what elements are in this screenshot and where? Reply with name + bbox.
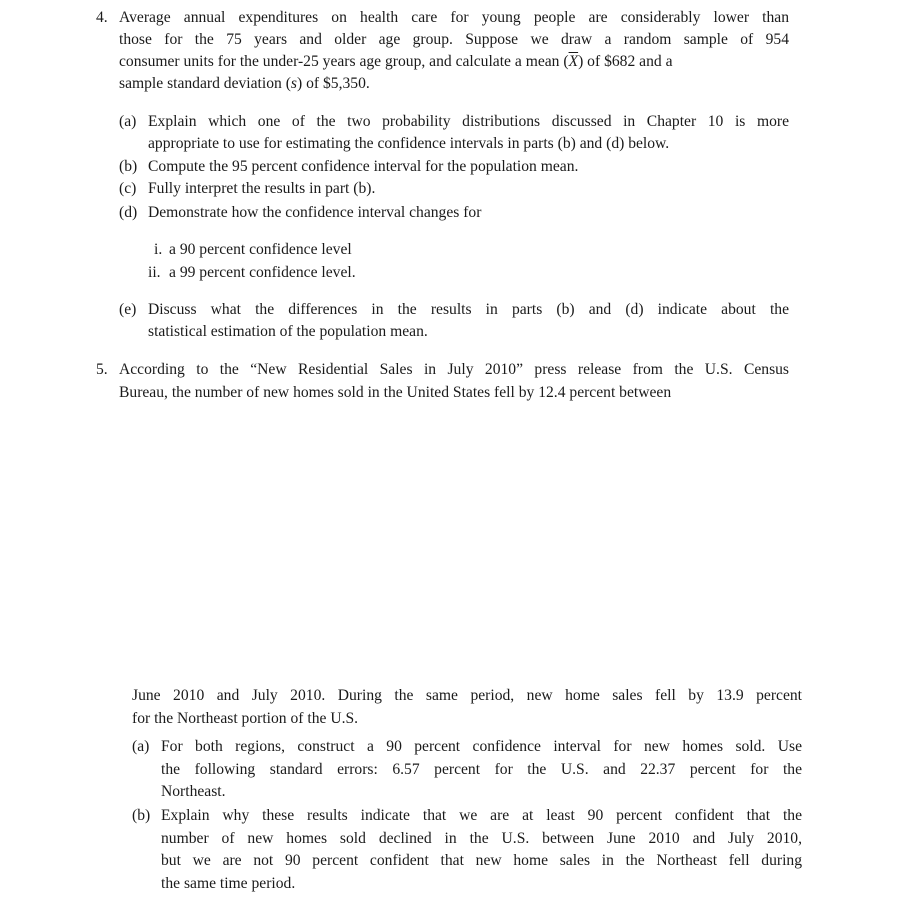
q5-part-a-label: (a) <box>132 738 150 755</box>
q4-line-1: Average annual expenditures on health care for young people are considerably lower than <box>119 9 789 26</box>
q4-part-d-i-text: a 90 percent confidence level <box>169 241 352 258</box>
q5-part-b-label: (b) <box>132 807 151 824</box>
q4-part-d-ii-text: a 99 percent confidence level. <box>169 264 356 281</box>
sample-mean-symbol: $\overline{X}$ <box>568 53 579 70</box>
q4-line-4-post: ) of $5,350. <box>297 75 370 92</box>
q4-line-2: those for the 75 years and older age group. Suppose we draw a random sample of 954 <box>119 31 789 48</box>
q4-line-3 <box>119 52 673 71</box>
q5-line-2: Bureau, the number of new homes sold in the United States fell by 12.4 percent between <box>119 384 672 401</box>
q4-line-4 <box>119 74 370 93</box>
q5-part-b-line-2: number of new homes sold declined in the U.S. between June 2010 and July 2010, <box>161 830 802 847</box>
q4-part-d-text: Demonstrate how the confidence interval changes for <box>148 204 482 221</box>
q4-part-c-text: Fully interpret the results in part (b). <box>148 180 376 197</box>
q5-line-1: According to the “New Residential Sales in July 2010” press release from the U.S. Census <box>119 361 789 378</box>
q4-part-a-line-2: appropriate to use for estimating the confidence intervals in parts (b) and (d) below. <box>148 135 670 152</box>
q5-part-b-line-3: but we are not 90 percent confident that new home sales in the Northeast fell during <box>161 852 802 869</box>
q4-part-d-i-label: i. <box>154 241 163 258</box>
q4-part-e-line-1: Discuss what the differences in the results in parts (b) and (d) indicate about the <box>148 301 789 318</box>
question-4-number: 4. <box>96 9 108 26</box>
q5-part-b-line-4: the same time period. <box>161 875 296 892</box>
q4-part-c-label: (c) <box>119 180 137 197</box>
q4-part-b-label: (b) <box>119 158 138 175</box>
q5-part-a-line-2: the following standard errors: 6.57 percent for the U.S. and 22.37 percent for the <box>161 761 802 778</box>
q5-part-a-line-3: Northeast. <box>161 783 226 800</box>
q4-part-a-label: (a) <box>119 113 137 130</box>
q4-line-4-pre: sample standard deviation ( <box>119 75 291 92</box>
question-5-number: 5. <box>96 361 108 378</box>
q4-part-a-line-1: Explain which one of the two probability distributions discussed in Chapter 10 is more <box>148 113 789 130</box>
q5-part-a-line-1: For both regions, construct a 90 percent confidence interval for new homes sold. Use <box>161 738 802 755</box>
sample-sd-symbol: s <box>290 75 297 92</box>
q4-part-b-text: Compute the 95 percent confidence interval for the population mean. <box>148 158 579 175</box>
q4-part-e-line-2: statistical estimation of the population mean. <box>148 323 428 340</box>
q5-cont-line-2: for the Northeast portion of the U.S. <box>132 710 359 727</box>
q5-cont-line-1: June 2010 and July 2010. During the same period, new home sales fell by 13.9 percent <box>132 687 802 704</box>
q4-part-d-ii-label: ii. <box>148 264 161 281</box>
q4-line-3-text: consumer units for the under-25 years age group, and calculate a mean ( <box>119 53 569 70</box>
q4-part-e-label: (e) <box>119 301 137 318</box>
q4-line-3-tail: ) of $682 and a <box>578 53 673 70</box>
q5-part-b-line-1: Explain why these results indicate that we are at least 90 percent confident that the <box>161 807 802 824</box>
q4-part-d-label: (d) <box>119 204 138 221</box>
